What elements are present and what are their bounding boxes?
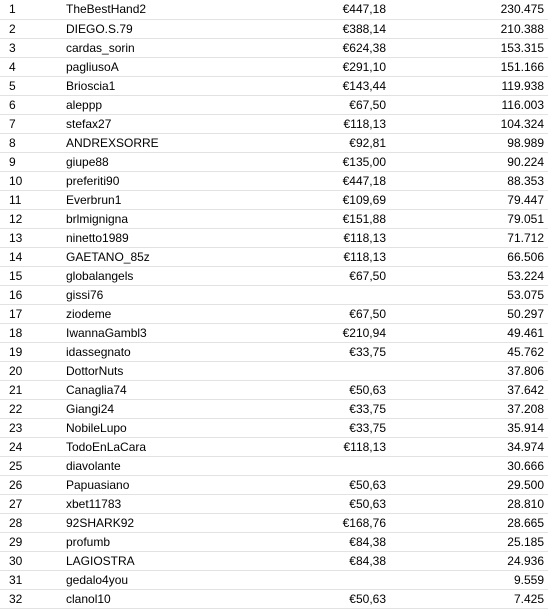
player-name-cell: DIEGO.S.79: [62, 19, 258, 38]
player-name-cell: profumb: [62, 532, 258, 551]
rank-cell: 31: [0, 570, 62, 589]
table-row: [0, 19, 548, 38]
player-name-cell: aleppp: [62, 95, 258, 114]
player-name-cell: TheBestHand2: [62, 0, 258, 19]
player-name-cell: gedalo4you: [62, 570, 258, 589]
table-row: [0, 95, 548, 114]
points-cell: 34.974: [388, 437, 548, 456]
player-name-cell: diavolante: [62, 456, 258, 475]
rank-cell: 11: [0, 190, 62, 209]
rank-cell: 20: [0, 361, 62, 380]
player-name-cell: pagliusoA: [62, 57, 258, 76]
rank-cell: 2: [0, 19, 62, 38]
points-cell: 53.224: [388, 266, 548, 285]
prize-cell: [258, 361, 388, 380]
player-name-cell: Brioscia1: [62, 76, 258, 95]
prize-cell: €168,76: [258, 513, 388, 532]
prize-cell: €135,00: [258, 152, 388, 171]
player-name-cell: brlmignigna: [62, 209, 258, 228]
points-cell: 30.666: [388, 456, 548, 475]
rank-cell: 16: [0, 285, 62, 304]
rank-cell: 28: [0, 513, 62, 532]
prize-cell: €118,13: [258, 228, 388, 247]
table-row: [0, 114, 548, 133]
rank-cell: 13: [0, 228, 62, 247]
prize-cell: €50,63: [258, 494, 388, 513]
prize-cell: €447,18: [258, 0, 388, 19]
player-name-cell: NobileLupo: [62, 418, 258, 437]
points-cell: 37.806: [388, 361, 548, 380]
rank-cell: 17: [0, 304, 62, 323]
prize-cell: €67,50: [258, 304, 388, 323]
table-row: [0, 266, 548, 285]
points-cell: 49.461: [388, 323, 548, 342]
prize-cell: €67,50: [258, 266, 388, 285]
points-cell: 119.938: [388, 76, 548, 95]
player-name-cell: cardas_sorin: [62, 38, 258, 57]
player-name-cell: gissi76: [62, 285, 258, 304]
player-name-cell: IwannaGambl3: [62, 323, 258, 342]
player-name-cell: stefax27: [62, 114, 258, 133]
player-name-cell: ninetto1989: [62, 228, 258, 247]
rank-cell: 22: [0, 399, 62, 418]
rank-cell: 8: [0, 133, 62, 152]
player-name-cell: LAGIOSTRA: [62, 551, 258, 570]
table-row: [0, 171, 548, 190]
prize-cell: €84,38: [258, 532, 388, 551]
points-cell: 35.914: [388, 418, 548, 437]
table-row: [0, 437, 548, 456]
rank-cell: 10: [0, 171, 62, 190]
points-cell: 50.297: [388, 304, 548, 323]
player-name-cell: ziodeme: [62, 304, 258, 323]
prize-cell: €84,38: [258, 551, 388, 570]
player-name-cell: preferiti90: [62, 171, 258, 190]
rank-cell: 3: [0, 38, 62, 57]
player-name-cell: Canaglia74: [62, 380, 258, 399]
points-cell: 37.208: [388, 399, 548, 418]
prize-cell: [258, 285, 388, 304]
table-row: [0, 38, 548, 57]
points-cell: 210.388: [388, 19, 548, 38]
points-cell: 79.447: [388, 190, 548, 209]
table-row: [0, 304, 548, 323]
table-row: [0, 456, 548, 475]
points-cell: 79.051: [388, 209, 548, 228]
prize-cell: €210,94: [258, 323, 388, 342]
points-cell: 66.506: [388, 247, 548, 266]
rank-cell: 15: [0, 266, 62, 285]
table-row: [0, 76, 548, 95]
points-cell: 9.559: [388, 570, 548, 589]
table-row: [0, 209, 548, 228]
prize-cell: €50,63: [258, 589, 388, 608]
points-cell: 28.665: [388, 513, 548, 532]
points-cell: 104.324: [388, 114, 548, 133]
rank-cell: 21: [0, 380, 62, 399]
prize-cell: [258, 456, 388, 475]
player-name-cell: DottorNuts: [62, 361, 258, 380]
player-name-cell: Papuasiano: [62, 475, 258, 494]
points-cell: 230.475: [388, 0, 548, 19]
table-row: [0, 589, 548, 608]
rank-cell: 14: [0, 247, 62, 266]
rank-cell: 30: [0, 551, 62, 570]
rank-cell: 32: [0, 589, 62, 608]
prize-cell: €50,63: [258, 380, 388, 399]
prize-cell: €388,14: [258, 19, 388, 38]
rank-cell: 25: [0, 456, 62, 475]
rank-cell: 9: [0, 152, 62, 171]
table-row: [0, 247, 548, 266]
prize-cell: €118,13: [258, 437, 388, 456]
table-row: [0, 323, 548, 342]
prize-cell: €33,75: [258, 399, 388, 418]
points-cell: 151.166: [388, 57, 548, 76]
table-row: [0, 494, 548, 513]
rank-cell: 5: [0, 76, 62, 95]
table-row: [0, 190, 548, 209]
rank-cell: 26: [0, 475, 62, 494]
rank-cell: 24: [0, 437, 62, 456]
prize-cell: [258, 570, 388, 589]
rank-cell: 7: [0, 114, 62, 133]
player-name-cell: Giangi24: [62, 399, 258, 418]
points-cell: 116.003: [388, 95, 548, 114]
player-name-cell: Everbrun1: [62, 190, 258, 209]
prize-cell: €33,75: [258, 342, 388, 361]
table-row: [0, 57, 548, 76]
rank-cell: 4: [0, 57, 62, 76]
rank-cell: 6: [0, 95, 62, 114]
prize-cell: €291,10: [258, 57, 388, 76]
rank-cell: 1: [0, 0, 62, 19]
table-row: [0, 513, 548, 532]
table-row: [0, 551, 548, 570]
points-cell: 37.642: [388, 380, 548, 399]
points-cell: 45.762: [388, 342, 548, 361]
table-row: [0, 152, 548, 171]
player-name-cell: 92SHARK92: [62, 513, 258, 532]
table-row: [0, 418, 548, 437]
prize-cell: €67,50: [258, 95, 388, 114]
points-cell: 7.425: [388, 589, 548, 608]
table-row: [0, 285, 548, 304]
table-row: [0, 228, 548, 247]
prize-cell: €143,44: [258, 76, 388, 95]
rank-cell: 18: [0, 323, 62, 342]
player-name-cell: idassegnato: [62, 342, 258, 361]
player-name-cell: giupe88: [62, 152, 258, 171]
rank-cell: 23: [0, 418, 62, 437]
points-cell: 71.712: [388, 228, 548, 247]
prize-cell: €447,18: [258, 171, 388, 190]
rank-cell: 12: [0, 209, 62, 228]
points-cell: 24.936: [388, 551, 548, 570]
table-row: [0, 475, 548, 494]
table-row: [0, 133, 548, 152]
table-row: [0, 570, 548, 589]
points-cell: 98.989: [388, 133, 548, 152]
table-row: [0, 0, 548, 19]
points-cell: 28.810: [388, 494, 548, 513]
points-cell: 25.185: [388, 532, 548, 551]
prize-cell: €151,88: [258, 209, 388, 228]
prize-cell: €109,69: [258, 190, 388, 209]
prize-cell: €50,63: [258, 475, 388, 494]
prize-cell: €118,13: [258, 114, 388, 133]
points-cell: 29.500: [388, 475, 548, 494]
table-row: [0, 380, 548, 399]
prize-cell: €624,38: [258, 38, 388, 57]
prize-cell: €118,13: [258, 247, 388, 266]
rank-cell: 27: [0, 494, 62, 513]
player-name-cell: ANDREXSORRE: [62, 133, 258, 152]
player-name-cell: globalangels: [62, 266, 258, 285]
table-row: [0, 361, 548, 380]
player-name-cell: TodoEnLaCara: [62, 437, 258, 456]
prize-cell: €92,81: [258, 133, 388, 152]
points-cell: 90.224: [388, 152, 548, 171]
points-cell: 88.353: [388, 171, 548, 190]
rank-cell: 29: [0, 532, 62, 551]
table-row: [0, 342, 548, 361]
player-name-cell: clanol10: [62, 589, 258, 608]
points-cell: 53.075: [388, 285, 548, 304]
player-name-cell: xbet11783: [62, 494, 258, 513]
player-name-cell: GAETANO_85z: [62, 247, 258, 266]
points-cell: 153.315: [388, 38, 548, 57]
table-row: [0, 399, 548, 418]
table-row: [0, 532, 548, 551]
prize-cell: €33,75: [258, 418, 388, 437]
rank-cell: 19: [0, 342, 62, 361]
